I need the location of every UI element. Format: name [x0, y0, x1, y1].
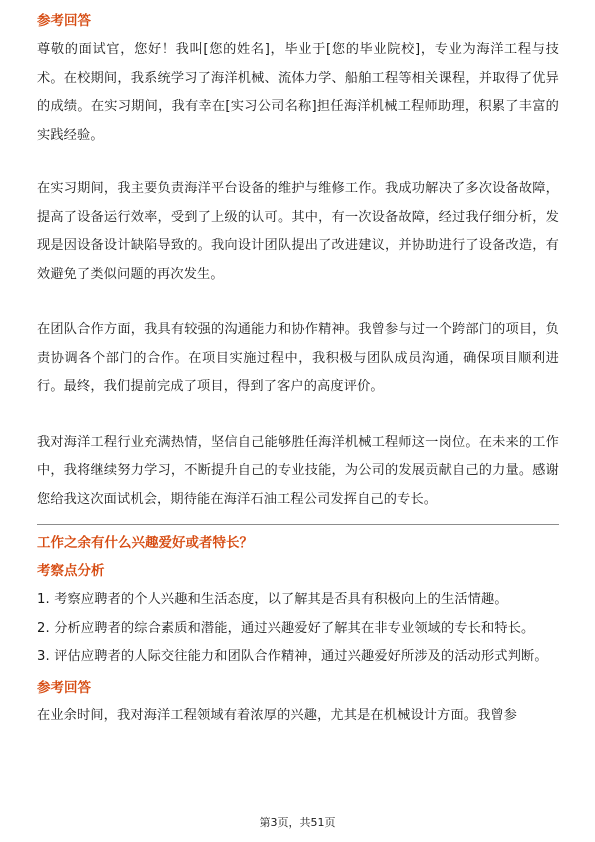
section-divider: [37, 524, 559, 525]
answer-paragraph-teamwork: 在团队合作方面，我具有较强的沟通能力和协作精神。我曾参与过一个跨部门的项目，负责协调各个部门的合作。在项目实施过程中，我积极与团队成员沟通，确保项目顺利进行。最终，我们提前完成了项目，得到了客户的高度评价。: [37, 322, 559, 394]
reference-answer-heading-2: 参考回答: [37, 679, 91, 696]
answer-paragraph-intro: 尊敬的面试官，您好！我叫[您的姓名]，毕业于[您的毕业院校]，专业为海洋工程与技术。在校期间，我系统学习了海洋机械、流体力学、船舶工程等相关课程，并取得了优异的成绩。在实习期间，我有幸在[实习公司名称]担任海洋机械工程师助理，积累了丰富的实践经验。: [37, 42, 559, 143]
answer-paragraph-hobbies: 在业余时间，我对海洋工程领域有着浓厚的兴趣，尤其是在机械设计方面。我曾参: [37, 707, 518, 723]
analysis-item: 3. 评估应聘者的人际交往能力和团队合作精神，通过兴趣爱好所涉及的活动形式判断。: [37, 649, 548, 664]
analysis-heading: 考察点分析: [37, 563, 105, 579]
page-number: 第3页，共51页: [259, 816, 336, 829]
page-content: [37, 0, 559, 730]
analysis-list: [37, 586, 559, 672]
answer-paragraph-internship: 在实习期间，我主要负责海洋平台设备的维护与维修工作。我成功解决了多次设备故障，提高了设备运行效率，受到了上级的认可。其中，有一次设备故障，经过我仔细分析，发现是因设备设计缺陷导致的。我向设计团队提出了改进建议，并协助进行了设备改造，有效避免了类似问题的再次发生。: [37, 181, 559, 282]
interview-question: 工作之余有什么兴趣爱好或者特长？: [37, 535, 253, 551]
reference-answer-heading: 参考回答: [37, 13, 91, 29]
analysis-item: 1. 考察应聘者的个人兴趣和生活态度，以了解其是否具有积极向上的生活情趣。: [37, 592, 508, 607]
analysis-item: 2. 分析应聘者的综合素质和潜能，通过兴趣爱好了解其在非专业领域的专长和特长。: [37, 620, 535, 636]
answer-paragraph-closing: 我对海洋工程行业充满热情，坚信自己能够胜任海洋机械工程师这一岗位。在未来的工作中，我将继续努力学习，不断提升自己的专业技能，为公司的发展贡献自己的力量。感谢您给我这次面试机会，期待能在海洋石油工程公司发挥自己的专长。: [37, 434, 559, 507]
